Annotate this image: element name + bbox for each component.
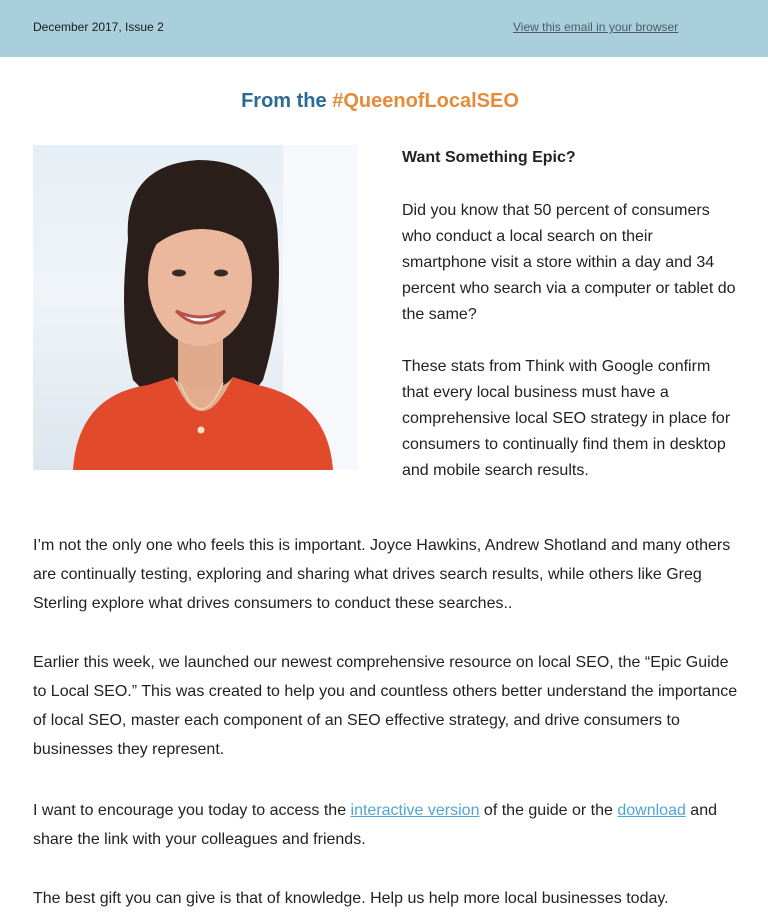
heading-prefix: From the	[241, 90, 333, 112]
p3-text-before: I want to encourage you today to access the	[33, 802, 351, 819]
interactive-version-link[interactable]: interactive version	[350, 802, 480, 819]
article-title: Want Something Epic?	[402, 149, 576, 166]
issue-date: December 2017, Issue 2	[33, 20, 164, 34]
stats-paragraph: Did you know that 50 percent of consumers who conduct a local search on their smartphone visit a store within a day and 34 percent who search via a computer or tablet do the same?	[402, 202, 736, 323]
p3-text-after: and share the link with your colleagues and friends.	[33, 802, 717, 848]
body-paragraph-2: Earlier this week, we launched our newest comprehensive resource on local SEO, the “Epic Guide to Local SEO.” This was created to help you and countless others better understand the importance of local SEO, master each component of an SEO effective strategy, and drive consumers to businesses they represent.	[33, 654, 738, 758]
download-link[interactable]: download	[617, 802, 686, 819]
p3-text-middle: of the guide or the	[479, 802, 618, 819]
view-in-browser-link[interactable]: View this email in your browser	[513, 20, 679, 34]
strategy-paragraph: These stats from Think with Google confirm that every local business must have a comprehensive local SEO strategy in place for consumers to continually find them in desktop and mobile search results.	[402, 358, 731, 479]
heading-hashtag: #QueenofLocalSEO	[332, 90, 519, 112]
portrait-illustration	[33, 145, 358, 470]
right-eye	[214, 270, 228, 277]
newsletter-heading	[0, 90, 760, 113]
pendant	[198, 427, 205, 434]
body-paragraph-1: I’m not the only one who feels this is important. Joyce Hawkins, Andrew Shotland and many others are continually testing, exploring and sharing what drives search results, while others like Greg Sterling explore what drives consumers to conduct these searches..	[33, 537, 731, 612]
left-eye	[172, 270, 186, 277]
email-header-bar	[0, 0, 768, 57]
body-paragraph-4: The best gift you can give is that of knowledge. Help us help more local businesses today.	[33, 890, 669, 907]
sidebar-article	[402, 145, 737, 484]
body-paragraph-3	[33, 796, 743, 854]
author-portrait-photo	[33, 145, 358, 470]
